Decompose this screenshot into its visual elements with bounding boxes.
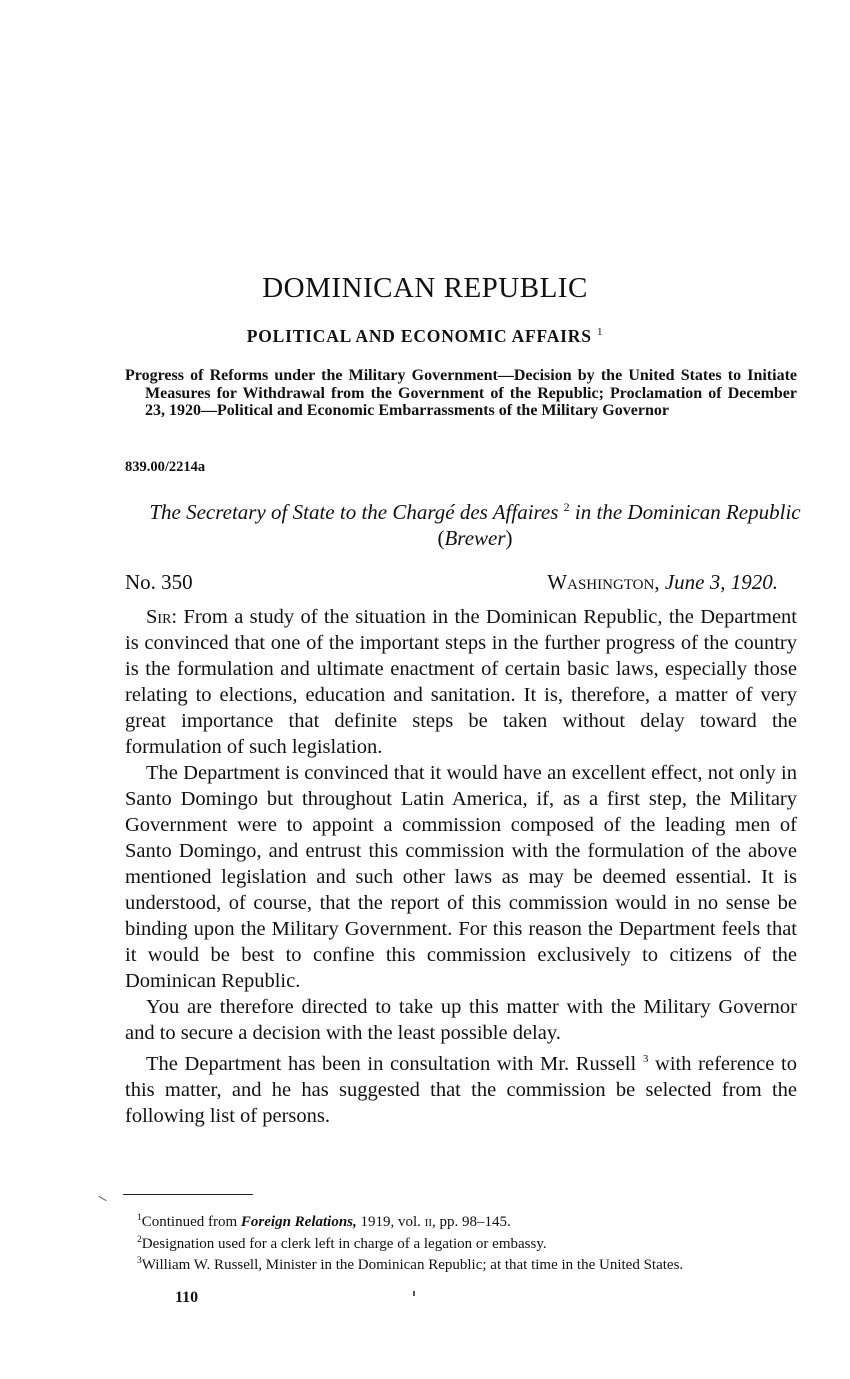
dateline-date: June 3, 1920. <box>664 570 778 594</box>
scan-mark <box>98 1196 106 1201</box>
footnote-ref-1: 1 <box>596 326 604 338</box>
footnote-3 <box>123 1253 797 1275</box>
topic-heading: Progress of Reforms under the Military Government—Decision by the United States to Initiate Measures for Withdrawal from the Government of the Republic; Proclamation of December 23, 1920—Political and Economic Embarrassments of the Military Governor <box>125 367 797 419</box>
body-paragraph-1 <box>125 604 797 760</box>
page-number: 110 <box>175 1289 199 1306</box>
body-paragraph-4-text-a: The Department has been in consultation with Mr. Russell <box>146 1052 637 1075</box>
footnote-2-marker: 2 <box>137 1234 142 1245</box>
body-paragraph-2: The Department is convinced that it would have an excellent effect, not only in Santo Domingo but throughout Latin America, if, as a first step, the Military Government were to appoint a commission composed of the leading men of Santo Domingo, and entrust this commission with the formulation of the above mentioned legislation and such other laws as may be deemed essential. It is understood, of course, that the report of this commission would in no sense be binding upon the Military Government. For this reason the Department feels that it would be best to confine this commission exclusively to citizens of the Dominican Republic. <box>125 762 797 992</box>
footnote-2-text: Designation used for a clerk left in charge of a legation or embassy. <box>141 1235 547 1252</box>
document-heading-recipient: Brewer <box>444 526 506 550</box>
footnote-1 <box>123 1210 797 1232</box>
body-paragraph-1-text: : From a study of the situation in the Dominican Republic, the Department is convinced that one of the important steps in the further progress of the country is the formulation and ultimate enactment of certain basic laws, especially those relating to elections, education and sanitation. It is, therefore, a matter of very great importance that definite steps be taken without delay toward the formulation of such legislation. <box>125 606 797 758</box>
footnote-1-source: Foreign Relations, <box>240 1214 357 1230</box>
salutation: Sir <box>146 606 172 628</box>
scan-dot <box>413 1291 415 1296</box>
body-paragraph-4 <box>125 1046 797 1129</box>
body-paragraph-4-text-b: with reference to this matter, and he has suggested that the commission be selected from the following list of persons. <box>125 1052 797 1127</box>
footnote-3-text: William W. Russell, Minister in the Dominican Republic; at that time in the United States. <box>141 1257 684 1273</box>
footnote-1-text-c: , pp. 98–145. <box>432 1214 511 1230</box>
chapter-title: DOMINICAN REPUBLIC <box>262 272 588 304</box>
footnote-ref-2: 2 <box>563 500 570 514</box>
section-title-text: POLITICAL AND ECONOMIC AFFAIRS <box>246 325 592 346</box>
footnote-1-text-b: 1919, vol. <box>356 1214 425 1230</box>
section-title <box>0 320 850 348</box>
recipient-paren-open: ( <box>437 526 445 550</box>
footnote-1-marker: 1 <box>137 1213 142 1223</box>
footnote-rule <box>123 1194 253 1195</box>
footnotes <box>123 1210 797 1275</box>
footnote-ref-3: 3 <box>642 1053 649 1065</box>
footnote-1-volume: ii <box>424 1214 433 1230</box>
body-paragraph-3: You are therefore directed to take up this matter with the Military Governor and to secure a decision with the least possible delay. <box>125 996 797 1044</box>
dateline-place: Washington, <box>547 570 660 594</box>
document-heading <box>115 494 835 551</box>
document-heading-sender: The Secretary of State to the Chargé des Affaires <box>149 500 559 524</box>
document-heading-place: in the Dominican Republic <box>574 500 801 524</box>
letter-body <box>125 604 797 1129</box>
recipient-paren-close: ) <box>505 526 513 550</box>
footnote-1-text-a: Continued from <box>141 1214 241 1230</box>
footnote-2 <box>123 1232 797 1254</box>
dateline <box>547 568 778 596</box>
footnote-3-marker: 3 <box>137 1256 142 1266</box>
document-number: No. 350 <box>125 570 193 594</box>
file-number: 839.00/2214a <box>125 459 206 475</box>
